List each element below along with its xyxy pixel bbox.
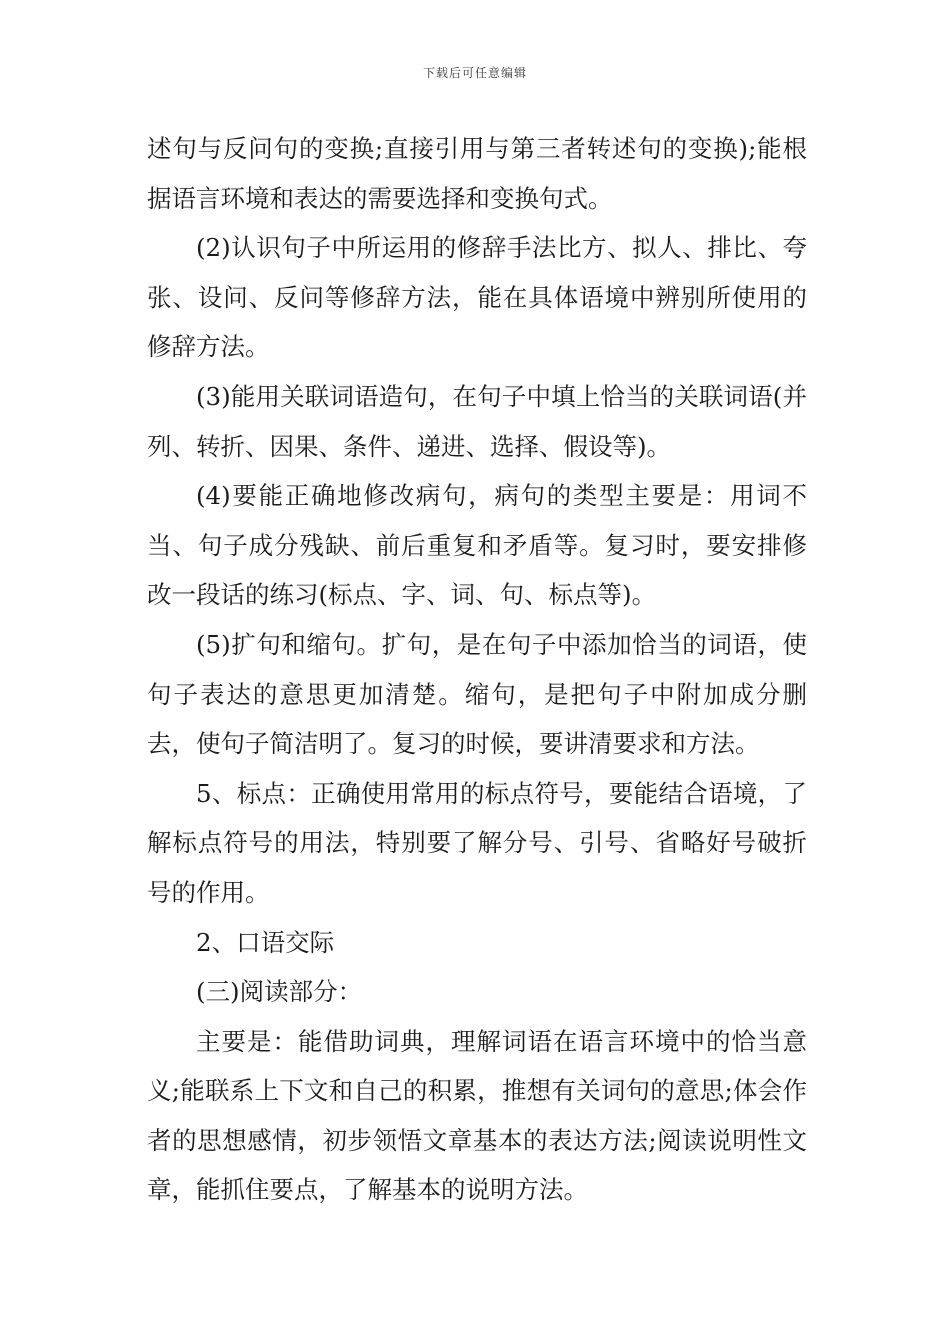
- paragraph-rhetoric: (2)认识句子中所运用的修辞手法比方、拟人、排比、夸张、设问、反问等修辞方法，能在具体语境中辨别所使用的修辞方法。: [147, 233, 807, 362]
- heading-oral-communication: 2、口语交际: [196, 927, 335, 957]
- paragraph-punctuation: 5、标点：正确使用常用的标点符号，要能结合语境，了解标点符号的用法，特别要了解分号、引号、省略好号破折号的作用。: [147, 778, 807, 907]
- paragraph-sentence-transform: 述句与反问句的变换;直接引用与第三者转述句的变换);能根据语言环境和表达的需要选择和变换句式。: [147, 134, 807, 213]
- heading-reading-section: (三)阅读部分：: [196, 977, 363, 1007]
- paragraph-reading-goals: 主要是：能借助词典，理解词语在语言环境中的恰当意义;能联系上下文和自己的积累，推想有关词句的意思;体会作者的思想感情，初步领悟文章基本的表达方法;阅读说明性文章，能抓住要点，了解基本的说明方法。: [147, 1026, 807, 1205]
- paragraph-conjunctions: (3)能用关联词语造句，在句子中填上恰当的关联词语(并列、转折、因果、条件、递进、选择、假设等)。: [147, 381, 807, 461]
- paragraph-sentence-correction: (4)要能正确地修改病句，病句的类型主要是：用词不当、句子成分残缺、前后重复和矛盾等。复习时，要安排修改一段话的练习(标点、字、词、句、标点等)。: [147, 481, 807, 610]
- document-body: [147, 124, 807, 1215]
- paragraph-expand-contract: (5)扩句和缩句。扩句，是在句子中添加恰当的词语，使句子表达的意思更加清楚。缩句，是把句子中附加成分删去，使句子简洁明了。复习的时候，要讲清要求和方法。: [147, 629, 807, 759]
- page-header: 下载后可任意编辑: [422, 66, 527, 80]
